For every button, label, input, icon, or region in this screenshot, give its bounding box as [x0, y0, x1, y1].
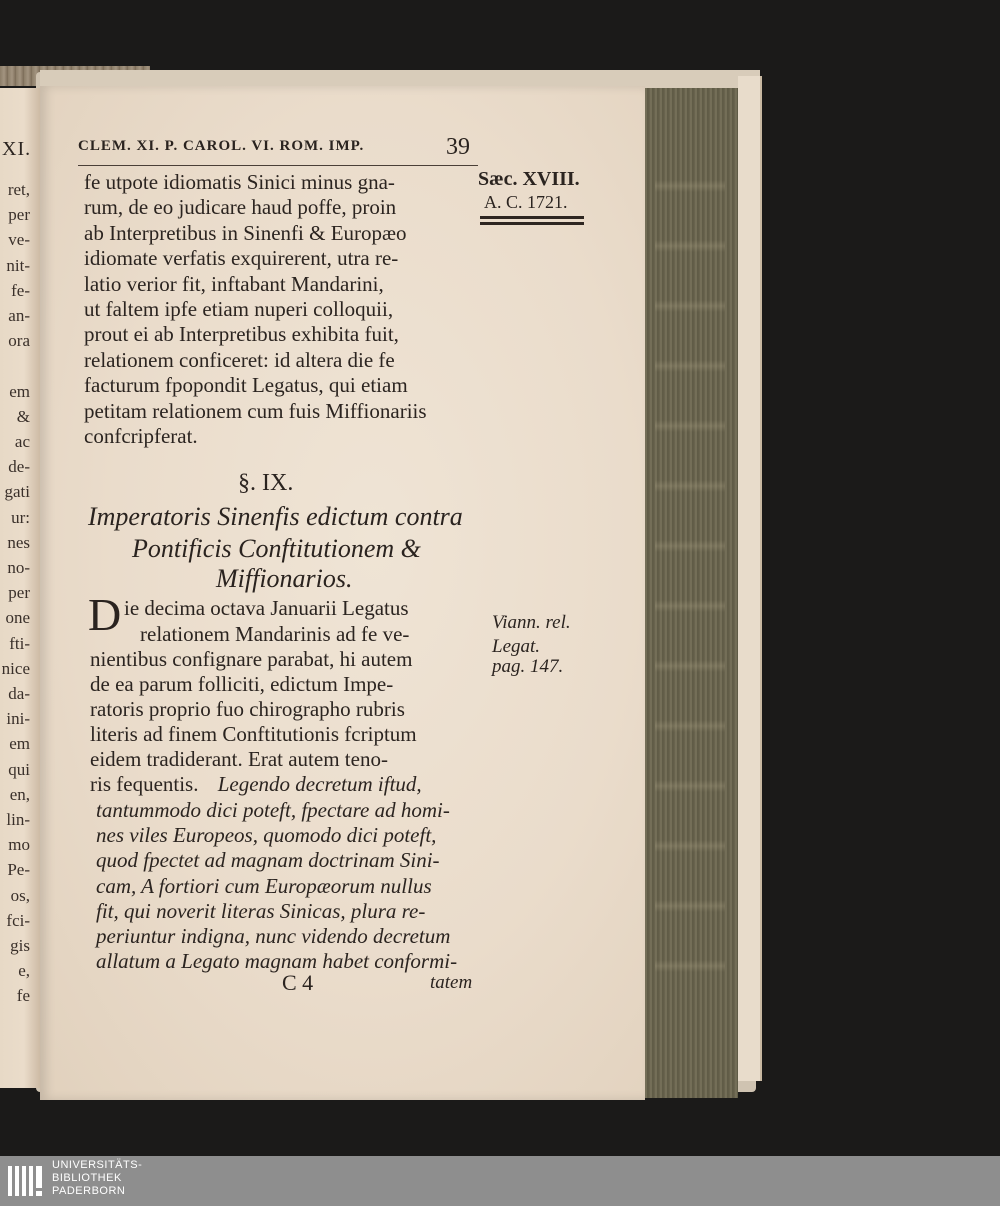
paragraph-2-italic-line: quod fpectet ad magnam doctrinam Sini-: [96, 848, 440, 873]
catchword: tatem: [430, 972, 473, 993]
previous-page-line-end: de-: [8, 457, 30, 477]
previous-page-line-end: em: [9, 734, 30, 754]
library-name: [52, 1159, 142, 1198]
previous-page-line-end: nice: [1, 658, 30, 678]
previous-page-line-end: lin-: [6, 810, 30, 829]
page-number: 39: [446, 134, 470, 160]
paragraph-2-line: eidem tradiderant. Erat autem teno-: [90, 747, 388, 771]
previous-page-line-end: an-: [8, 306, 30, 325]
previous-page-line-end: per: [8, 583, 30, 603]
paragraph-1-line: petitam relationem cum fuis Miffionariis: [84, 398, 427, 423]
paragraph-2-italic-line: fit, qui noverit literas Sinicas, plura re-: [96, 898, 426, 923]
previous-page-line-end: ur:: [11, 507, 30, 527]
signature-mark: C 4: [282, 970, 314, 995]
running-title: CLEM. XI. P. CAROL. VI. ROM. IMP.: [78, 138, 365, 154]
previous-page-line-end: en,: [9, 784, 30, 804]
margin-year: A. C. 1721.: [484, 192, 568, 212]
library-name-line-3: PADERBORN: [52, 1185, 126, 1197]
paragraph-1-line: latio verior fit, inftabant Mandarini,: [84, 271, 384, 296]
paragraph-2-line: nientibus confignare parabat, hi autem: [90, 647, 413, 671]
previous-page-line-end: fe: [16, 986, 30, 1006]
previous-page-line-end: one: [5, 608, 30, 628]
paragraph-1-line: ut faltem ipfe etiam nuperi colloquii,: [84, 297, 394, 321]
paragraph-2-line-2: relationem Mandarinis ad fe ve-: [140, 622, 410, 646]
paragraph-1-line: ab Interpretibus in Sinenfi & Europæo: [84, 220, 407, 245]
previous-page-line-end: nit-: [6, 255, 30, 275]
paragraph-2-line-1: ie decima octava Januarii Legatus: [124, 596, 409, 620]
running-header: [78, 136, 478, 162]
previous-page-line-end: gati: [4, 482, 30, 502]
section-number: §. IX.: [238, 470, 294, 496]
paragraph-2-italic-line: tantummodo dici poteft, fpectare ad homi-: [96, 798, 450, 822]
previous-page-line-end: qui: [8, 759, 30, 779]
margin-rule-top: [480, 216, 584, 219]
paragraph-1-line: rum, de eo judicare haud poffe, proin: [84, 195, 397, 220]
previous-page-line-end: da-: [8, 684, 30, 703]
paragraph-2-italic-line: nes viles Europeos, quomodo dici poteft,: [96, 823, 437, 848]
paragraph-1-line: relationem conficeret: id altera die fe: [84, 347, 395, 372]
previous-page-header: XI.: [2, 138, 32, 160]
library-logo-icon: [6, 1160, 46, 1202]
library-footer: [0, 1156, 1000, 1206]
previous-page-line-end: fe-: [11, 280, 30, 300]
library-name-line-2: BIBLIOTHEK: [52, 1172, 122, 1184]
drop-cap: D: [88, 589, 122, 640]
paragraph-2-line: ratoris proprio fuo chirographo rubris: [90, 697, 405, 721]
paragraph-2-line: literis ad finem Conftitutionis fcriptum: [90, 722, 417, 746]
paragraph-1-line: confcripferat.: [84, 424, 198, 448]
previous-page-line-end: ac: [14, 432, 30, 451]
paragraph-2-italic-line: cam, A fortiori cum Europæorum nullus: [96, 873, 432, 898]
fore-edge-marbling: [655, 180, 725, 1000]
margin-source-1: Viann. rel.: [492, 612, 571, 633]
previous-page-line-end: mo: [8, 835, 30, 855]
previous-page-line-end: os,: [10, 885, 30, 905]
previous-page-line-end: no-: [7, 558, 30, 577]
paragraph-1-line: prout ei ab Interpretibus exhibita fuit,: [84, 322, 399, 347]
previous-page: [0, 88, 40, 1088]
previous-page-line-end: Pe-: [7, 860, 30, 880]
previous-page-line-end: fti-: [9, 633, 30, 653]
section-title-line-2: Pontificis Conftitutionem &: [132, 534, 421, 563]
section-title-line-1: Imperatoris Sinenfis edictum contra: [88, 502, 463, 531]
paragraph-2-italic-line: periuntur indigna, nunc videndo decretum: [96, 924, 451, 948]
previous-page-line-end: &: [16, 406, 30, 426]
margin-century: Sæc. XVIII.: [478, 168, 580, 190]
paragraph-2-mixed-line: [90, 772, 422, 797]
paragraph-2-line: de ea parum folliciti, edictum Impe-: [90, 672, 394, 696]
previous-page-line-end: ve-: [8, 230, 30, 250]
margin-source-2: Legat.: [492, 636, 541, 657]
mixed-line-roman: ris fequentis.: [90, 772, 199, 796]
mixed-line-italic: Legendo decretum iftud,: [217, 772, 422, 796]
book-cover-edge: [738, 76, 762, 1081]
previous-page-line-end: em: [9, 381, 30, 401]
margin-rule-bottom: [480, 222, 584, 225]
library-name-line-1: UNIVERSITÄTS-: [52, 1159, 143, 1171]
paragraph-2-italic-line: allatum a Legato magnam habet conformi-: [96, 949, 458, 974]
paragraph-1-line: idiomate verfatis exquirerent, utra re-: [84, 246, 399, 271]
previous-page-line-end: gis: [10, 936, 30, 955]
previous-page-line-end: ora: [8, 331, 30, 351]
section-title-line-3: Miffionarios.: [216, 564, 353, 593]
header-rule: [78, 165, 478, 166]
previous-page-line-end: fci-: [6, 910, 30, 930]
previous-page-line-end: per: [8, 205, 30, 225]
paragraph-1-line: fe utpote idiomatis Sinici minus gna-: [84, 170, 395, 194]
previous-page-line-end: ret,: [7, 180, 30, 199]
previous-page-line-end: nes: [7, 532, 30, 552]
margin-source-3: pag. 147.: [492, 656, 564, 677]
previous-page-line-end: e,: [18, 961, 30, 981]
previous-page-line-end: ini-: [6, 709, 30, 729]
paragraph-1-line: facturum fpopondit Legatus, qui etiam: [84, 373, 408, 398]
